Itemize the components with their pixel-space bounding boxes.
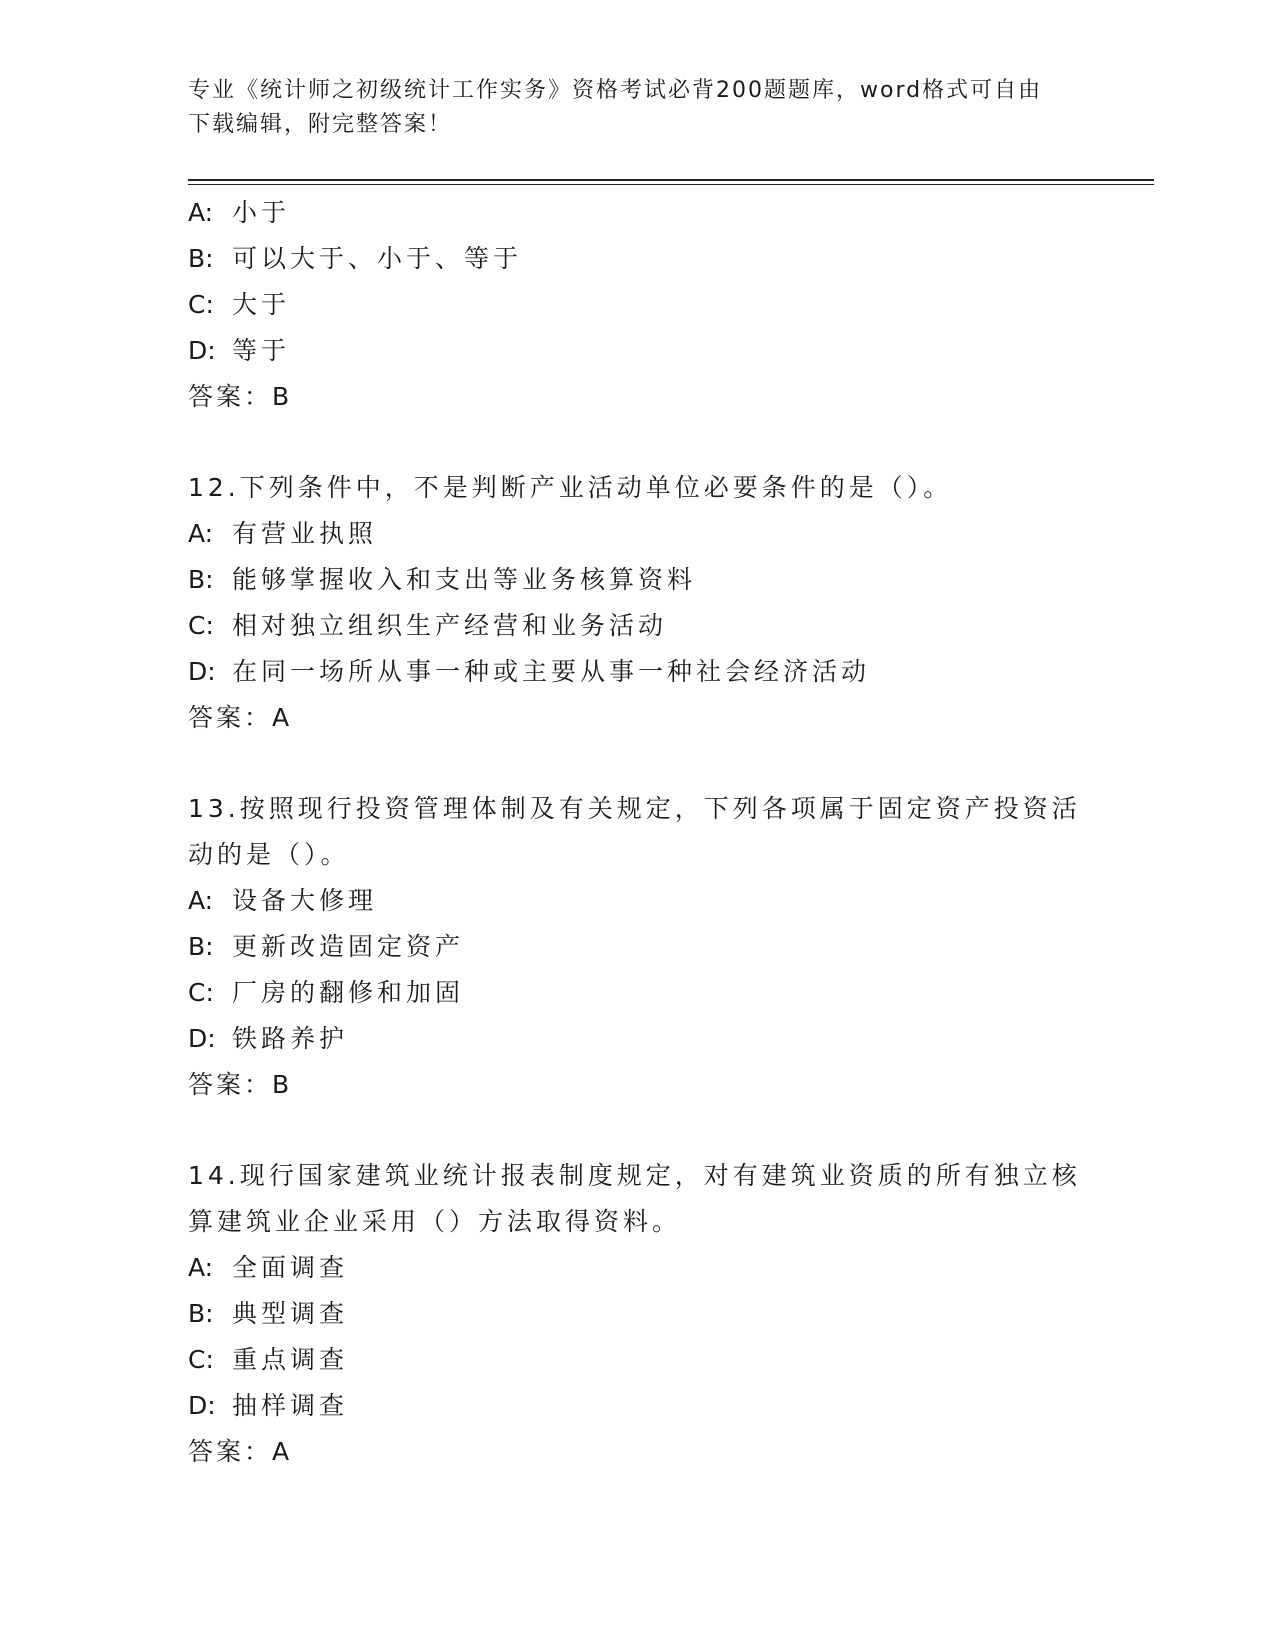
option-key: D: [188, 657, 216, 686]
option-key: D: [188, 1391, 216, 1420]
answer-line: 答案：A [188, 1437, 293, 1466]
option-key: A: [188, 1253, 214, 1282]
option-d [188, 649, 1088, 695]
option-b [188, 924, 1088, 970]
answer-line: 答案：A [188, 703, 293, 732]
header-line-2: 下载编辑，附完整答案！ [188, 112, 453, 137]
option-a [188, 878, 1088, 924]
option-key: B: [188, 932, 214, 961]
option-text: 小于 [232, 198, 291, 227]
option-key: A: [188, 519, 214, 548]
option-b [188, 236, 1088, 282]
option-a [188, 1245, 1088, 1291]
option-key: C: [188, 978, 214, 1007]
option-c [188, 282, 1088, 328]
question-stem: 12.下列条件中，不是判断产业活动单位必要条件的是（）。 [188, 473, 953, 502]
question-block-13 [188, 786, 1088, 1108]
question-stem: 14.现行国家建筑业统计报表制度规定，对有建筑业资质的所有独立核算建筑业企业采用（）方法取得资料。 [188, 1161, 1081, 1236]
option-key: A: [188, 886, 214, 915]
option-text: 等于 [232, 336, 291, 365]
option-text: 抽样调查 [232, 1391, 349, 1420]
option-text: 在同一场所从事一种或主要从事一种社会经济活动 [232, 657, 871, 686]
option-key: B: [188, 244, 214, 273]
question-stem: 13.按照现行投资管理体制及有关规定，下列各项属于固定资产投资活动的是（）。 [188, 794, 1081, 869]
option-d [188, 328, 1088, 374]
option-key: C: [188, 1345, 214, 1374]
option-a [188, 190, 1088, 236]
option-key: A: [188, 198, 214, 227]
option-key: C: [188, 611, 214, 640]
option-text: 重点调查 [232, 1345, 349, 1374]
option-text: 相对独立组织生产经营和业务活动 [232, 611, 668, 640]
option-text: 典型调查 [232, 1299, 349, 1328]
option-key: C: [188, 290, 214, 319]
header-divider-thick [188, 179, 1154, 181]
option-key: D: [188, 336, 216, 365]
question-block-11 [188, 190, 1088, 420]
option-text: 铁路养护 [232, 1024, 349, 1053]
question-list [188, 190, 1088, 1475]
header-line-1: 专业《统计师之初级统计工作实务》资格考试必背200题题库，word格式可自由 [188, 78, 1043, 103]
question-block-12 [188, 465, 1088, 741]
option-c [188, 970, 1088, 1016]
option-text: 大于 [232, 290, 291, 319]
option-key: B: [188, 565, 214, 594]
option-c [188, 1337, 1088, 1383]
option-text: 厂房的翻修和加固 [232, 978, 465, 1007]
option-b [188, 1291, 1088, 1337]
option-text: 有营业执照 [232, 519, 378, 548]
option-b [188, 557, 1088, 603]
option-text: 更新改造固定资产 [232, 932, 465, 961]
option-key: B: [188, 1299, 214, 1328]
document-header [188, 74, 1088, 142]
option-c [188, 603, 1088, 649]
answer-line: 答案：B [188, 382, 293, 411]
option-text: 能够掌握收入和支出等业务核算资料 [232, 565, 697, 594]
question-block-14 [188, 1153, 1088, 1475]
option-text: 设备大修理 [232, 886, 378, 915]
option-key: D: [188, 1024, 216, 1053]
header-divider-thin [188, 184, 1154, 185]
option-text: 全面调查 [232, 1253, 349, 1282]
option-d [188, 1016, 1088, 1062]
option-a [188, 511, 1088, 557]
option-text: 可以大于、小于、等于 [232, 244, 523, 273]
option-d [188, 1383, 1088, 1429]
answer-line: 答案：B [188, 1070, 293, 1099]
